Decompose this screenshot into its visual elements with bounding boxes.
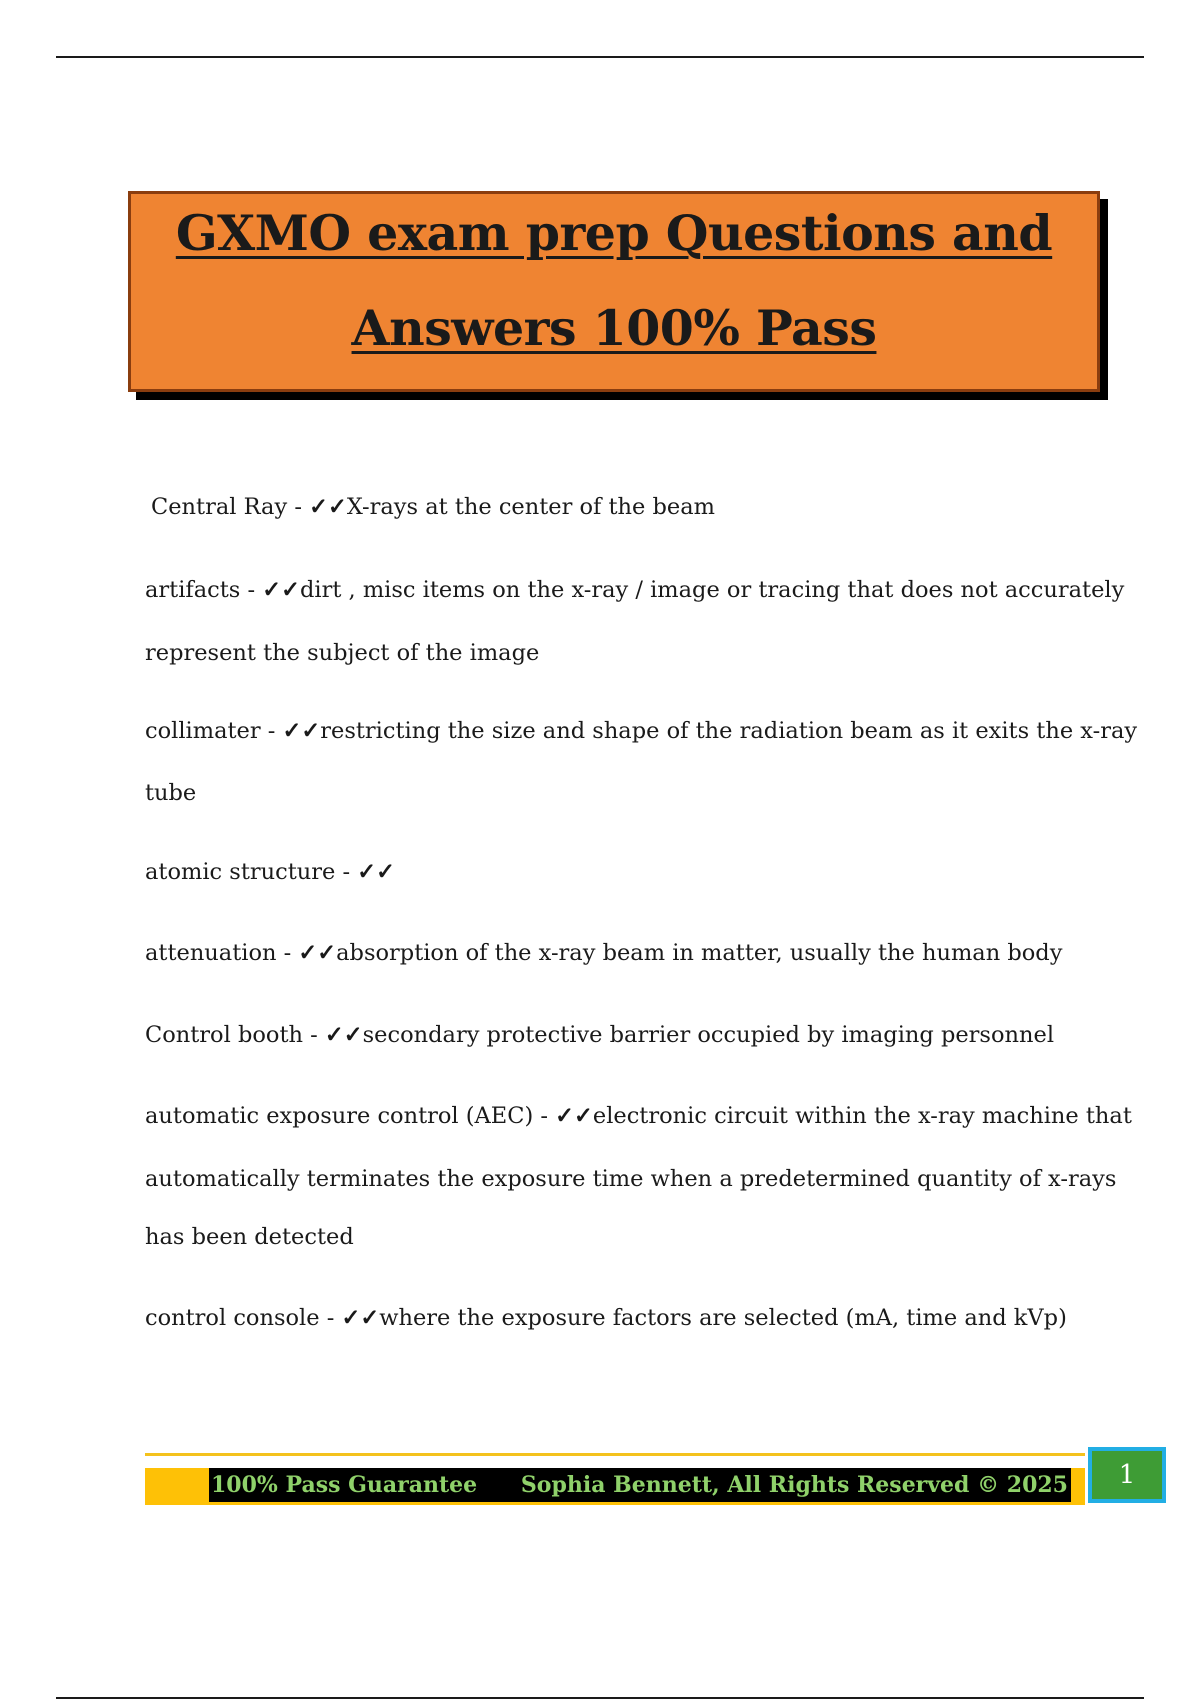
double-check-icon: ✓✓ [341,1305,380,1331]
qa-answer: secondary protective barrier occupied by imaging personnel [362,1022,1055,1048]
footer-rule [145,1453,1085,1456]
bottom-rule [56,1697,1144,1699]
double-check-icon: ✓✓ [298,940,337,966]
qa-answer-continued: automatically terminates the exposure time when a predetermined quantity of x-rays [145,1166,1117,1192]
qa-term: control console [145,1305,320,1331]
qa-answer: absorption of the x-ray beam in matter, usually the human body [336,940,1063,966]
qa-answer: dirt , misc items on the x-ray / image or tracing that does not accurately [299,577,1125,603]
qa-answer: X-rays at the center of the beam [346,494,715,520]
qa-entry: automatic exposure control (AEC) - ✓✓electronic circuit within the x-ray machine that [145,1103,1132,1129]
qa-term: Central Ray [151,494,288,520]
double-check-icon: ✓✓ [357,859,395,885]
footer-left-text: 100% Pass Guarantee [211,1472,478,1498]
qa-term: collimater [145,718,261,744]
qa-entry: atomic structure - ✓✓ [145,859,395,885]
qa-answer: electronic circuit within the x-ray machine that [592,1103,1132,1129]
qa-term: artifacts [145,577,241,603]
qa-answer-continued: tube [145,780,197,806]
qa-entry: Central Ray - ✓✓X-rays at the center of the beam [151,494,715,520]
qa-entry: Control booth - ✓✓secondary protective barrier occupied by imaging personnel [145,1022,1055,1048]
double-check-icon: ✓✓ [555,1103,593,1129]
qa-term: automatic exposure control (AEC) [145,1103,534,1129]
qa-answer: restricting the size and shape of the radiation beam as it exits the x-ray [320,718,1138,744]
qa-answer-continued: has been detected [145,1224,354,1250]
qa-entry: artifacts - ✓✓dirt , misc items on the x-ray / image or tracing that does not accurately [145,577,1125,603]
qa-entry: attenuation - ✓✓absorption of the x-ray beam in matter, usually the human body [145,940,1063,966]
qa-entry: control console - ✓✓where the exposure factors are selected (mA, time and kVp) [145,1305,1067,1331]
qa-term: Control booth [145,1022,303,1048]
qa-entry: collimater - ✓✓restricting the size and shape of the radiation beam as it exits the x-ray [145,718,1138,744]
double-check-icon: ✓✓ [282,718,321,744]
double-check-icon: ✓✓ [309,494,347,520]
footer-right-text: Sophia Bennett, All Rights Reserved © 2025 [520,1472,1068,1498]
double-check-icon: ✓✓ [324,1022,363,1048]
double-check-icon: ✓✓ [262,577,300,603]
qa-term: attenuation [145,940,277,966]
top-rule [56,56,1144,58]
qa-answer: where the exposure factors are selected (mA, time and kVp) [379,1305,1067,1331]
page-number: 1 [1088,1447,1166,1503]
title-banner [128,191,1100,392]
title-line-2: Answers 100% Pass [351,299,877,357]
qa-term: atomic structure [145,859,336,885]
title-line-1: GXMO exam prep Questions and [175,204,1053,262]
page-footer [145,1453,1085,1507]
qa-answer-continued: represent the subject of the image [145,640,540,666]
